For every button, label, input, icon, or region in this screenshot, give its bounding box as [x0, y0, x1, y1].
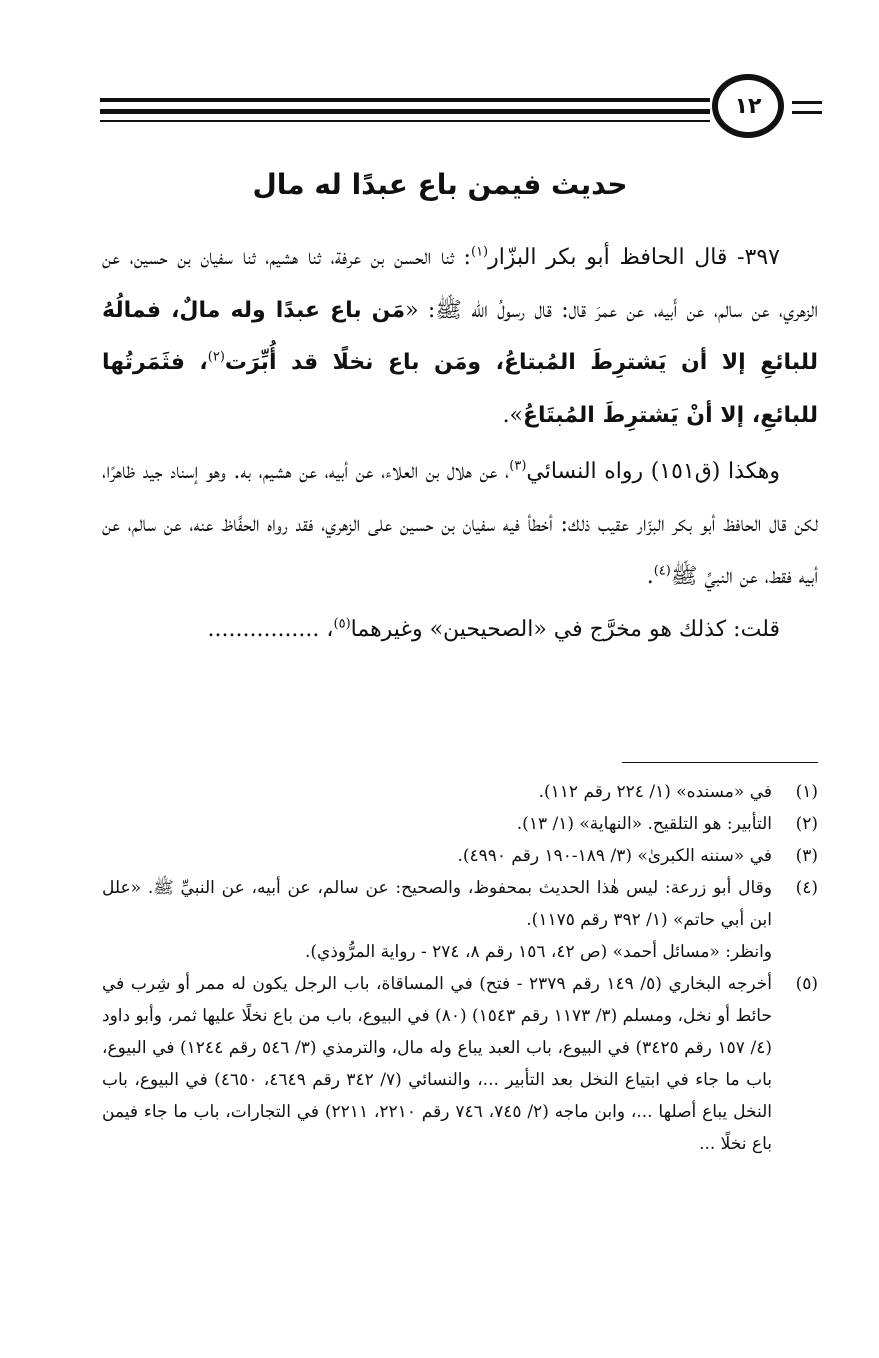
paragraph-text: ».	[502, 402, 524, 428]
page-number-badge	[712, 74, 784, 138]
header-rule	[792, 111, 822, 114]
footnote-number: (٤)	[795, 878, 818, 898]
footnote-ref: (٤)	[653, 563, 671, 579]
footnote	[102, 968, 818, 1160]
footnote-ref: (٢)	[207, 349, 225, 365]
footnotes	[102, 776, 818, 1160]
footnote	[102, 808, 818, 840]
footnote-text: التأبير: هو التلقيح. «النهاية» (١/ ١٣).	[516, 814, 772, 834]
header-rule	[792, 101, 822, 104]
hadith-text: مَن باع عبدًا وله مالٌ، فمالُهُ للبائعِ إلا أن يَشترِطَ المُبتاعُ، ومَن باع نخلًا قد أُبِّرَت	[102, 297, 819, 375]
hadith-text: ، فثَمَرتُها للبائعِ، إلا أنْ يَشترِطَ المُبتَاعُ	[102, 350, 818, 428]
footnote	[102, 872, 818, 968]
footnote-number: (٥)	[795, 974, 818, 994]
page-number: ١٢	[734, 93, 762, 119]
footnote-text: في «سننه الكبرىٰ» (٣/ ١٨٩-١٩٠ رقم ٤٩٩٠).	[457, 846, 772, 866]
footnote	[102, 776, 818, 808]
footnote-ref: (٣)	[509, 458, 527, 474]
footnote-text: أخرجه البخاري (٥/ ١٤٩ رقم ٢٣٧٩ - فتح) في المساقاة، باب الرجل يكون له ممر أو شِرب في حائط أو نخل، ومسلم (٣/ ١١٧٣ رقم ١٥٤٣) (٨٠) في البيوع، باب من باع نخلًا عليها ثمر، وأبو داود (٤/ ١٥٧ رقم ٣٤٢٥) في البيوع، باب العبد يباع وله مال، والترمذي (٣/ ٥٤٦ رقم ١٢٤٤) في البيوع، باب ما جاء في ابتياع النخل بعد التأبير ...، والنسائي (٧/ ٣٤٢ رقم ٤٦٤٩، ٤٦٥٠) في البيوع، باب النخل يباع أصلها ...، وابن ماجه (٢/ ٧٤٥، ٧٤٦ رقم ٢٢١٠، ٢٢١١) في التجارات، باب ما جاء فيمن باع نخلًا ...	[102, 974, 772, 1154]
footnote-text: وانظر: «مسائل أحمد» (ص ٤٢، ١٥٦ رقم ٨، ٢٧٤ - رواية المرُّوذي).	[304, 942, 772, 962]
header-rule	[100, 98, 710, 102]
footnote-text: في «مسنده» (١/ ٢٢٤ رقم ١١٢).	[538, 782, 772, 802]
footnote	[102, 840, 818, 872]
paragraph-text: قلت: كذلك هو مخرَّج في «الصحيحين» وغيرهما	[350, 616, 780, 642]
footnote-separator	[622, 762, 818, 763]
paragraph-text: : ثنا الحسن بن عرفة، ثنا هشيم، ثنا سفيان بن حسين، عن الزهري، عن سالم، عن أَبيه، عن عمرَ قال: قال رسولُ الله ﷺ: «	[102, 245, 818, 323]
paragraph-text: ، ................	[207, 616, 334, 642]
paragraph-text: ، عن هلال بن العلاء، عن أبيه، عن هشيم، به. وهو إسناد جيد ظاهرًا، لكن قال الحافظ أبو بكر البزّار عقيب ذلك: أخطأ فيه سفيان بن حسين على الزهري، فقد رواه الحفَّاظ عنه، عن سالم، عن أبيه فقط، عن النبيِّ ﷺ	[102, 459, 818, 589]
main-text	[102, 232, 818, 656]
footnote-text: وقال أبو زرعة: ليس هٰذا الحديث بمحفوظ، والصحيح: عن سالم، عن أبيه، عن النبيِّ ﷺ. «علل ابن أبي حاتم» (١/ ٣٩٢ رقم ١١٧٥).	[102, 878, 772, 930]
paragraph-text: .	[646, 564, 654, 589]
paragraph-note	[102, 604, 818, 657]
chapter-title: حديث فيمن باع عبدًا له مال	[252, 168, 628, 201]
paragraph-text: ٣٩٧- قال الحافظ أبو بكر البزّار	[488, 245, 780, 270]
footnote-ref: (٥)	[333, 616, 351, 632]
footnote-number: (٣)	[795, 846, 818, 866]
paragraph-commentary	[102, 446, 818, 604]
header-rule	[100, 120, 710, 122]
paragraph-text: وهكذا (ق١٥١) رواه النسائي	[526, 459, 781, 484]
footnote-number: (١)	[795, 782, 818, 802]
header-rule	[100, 109, 710, 114]
footnote-number: (٢)	[795, 814, 818, 834]
paragraph-hadith	[102, 232, 818, 442]
footnote-ref: (١)	[470, 244, 489, 260]
